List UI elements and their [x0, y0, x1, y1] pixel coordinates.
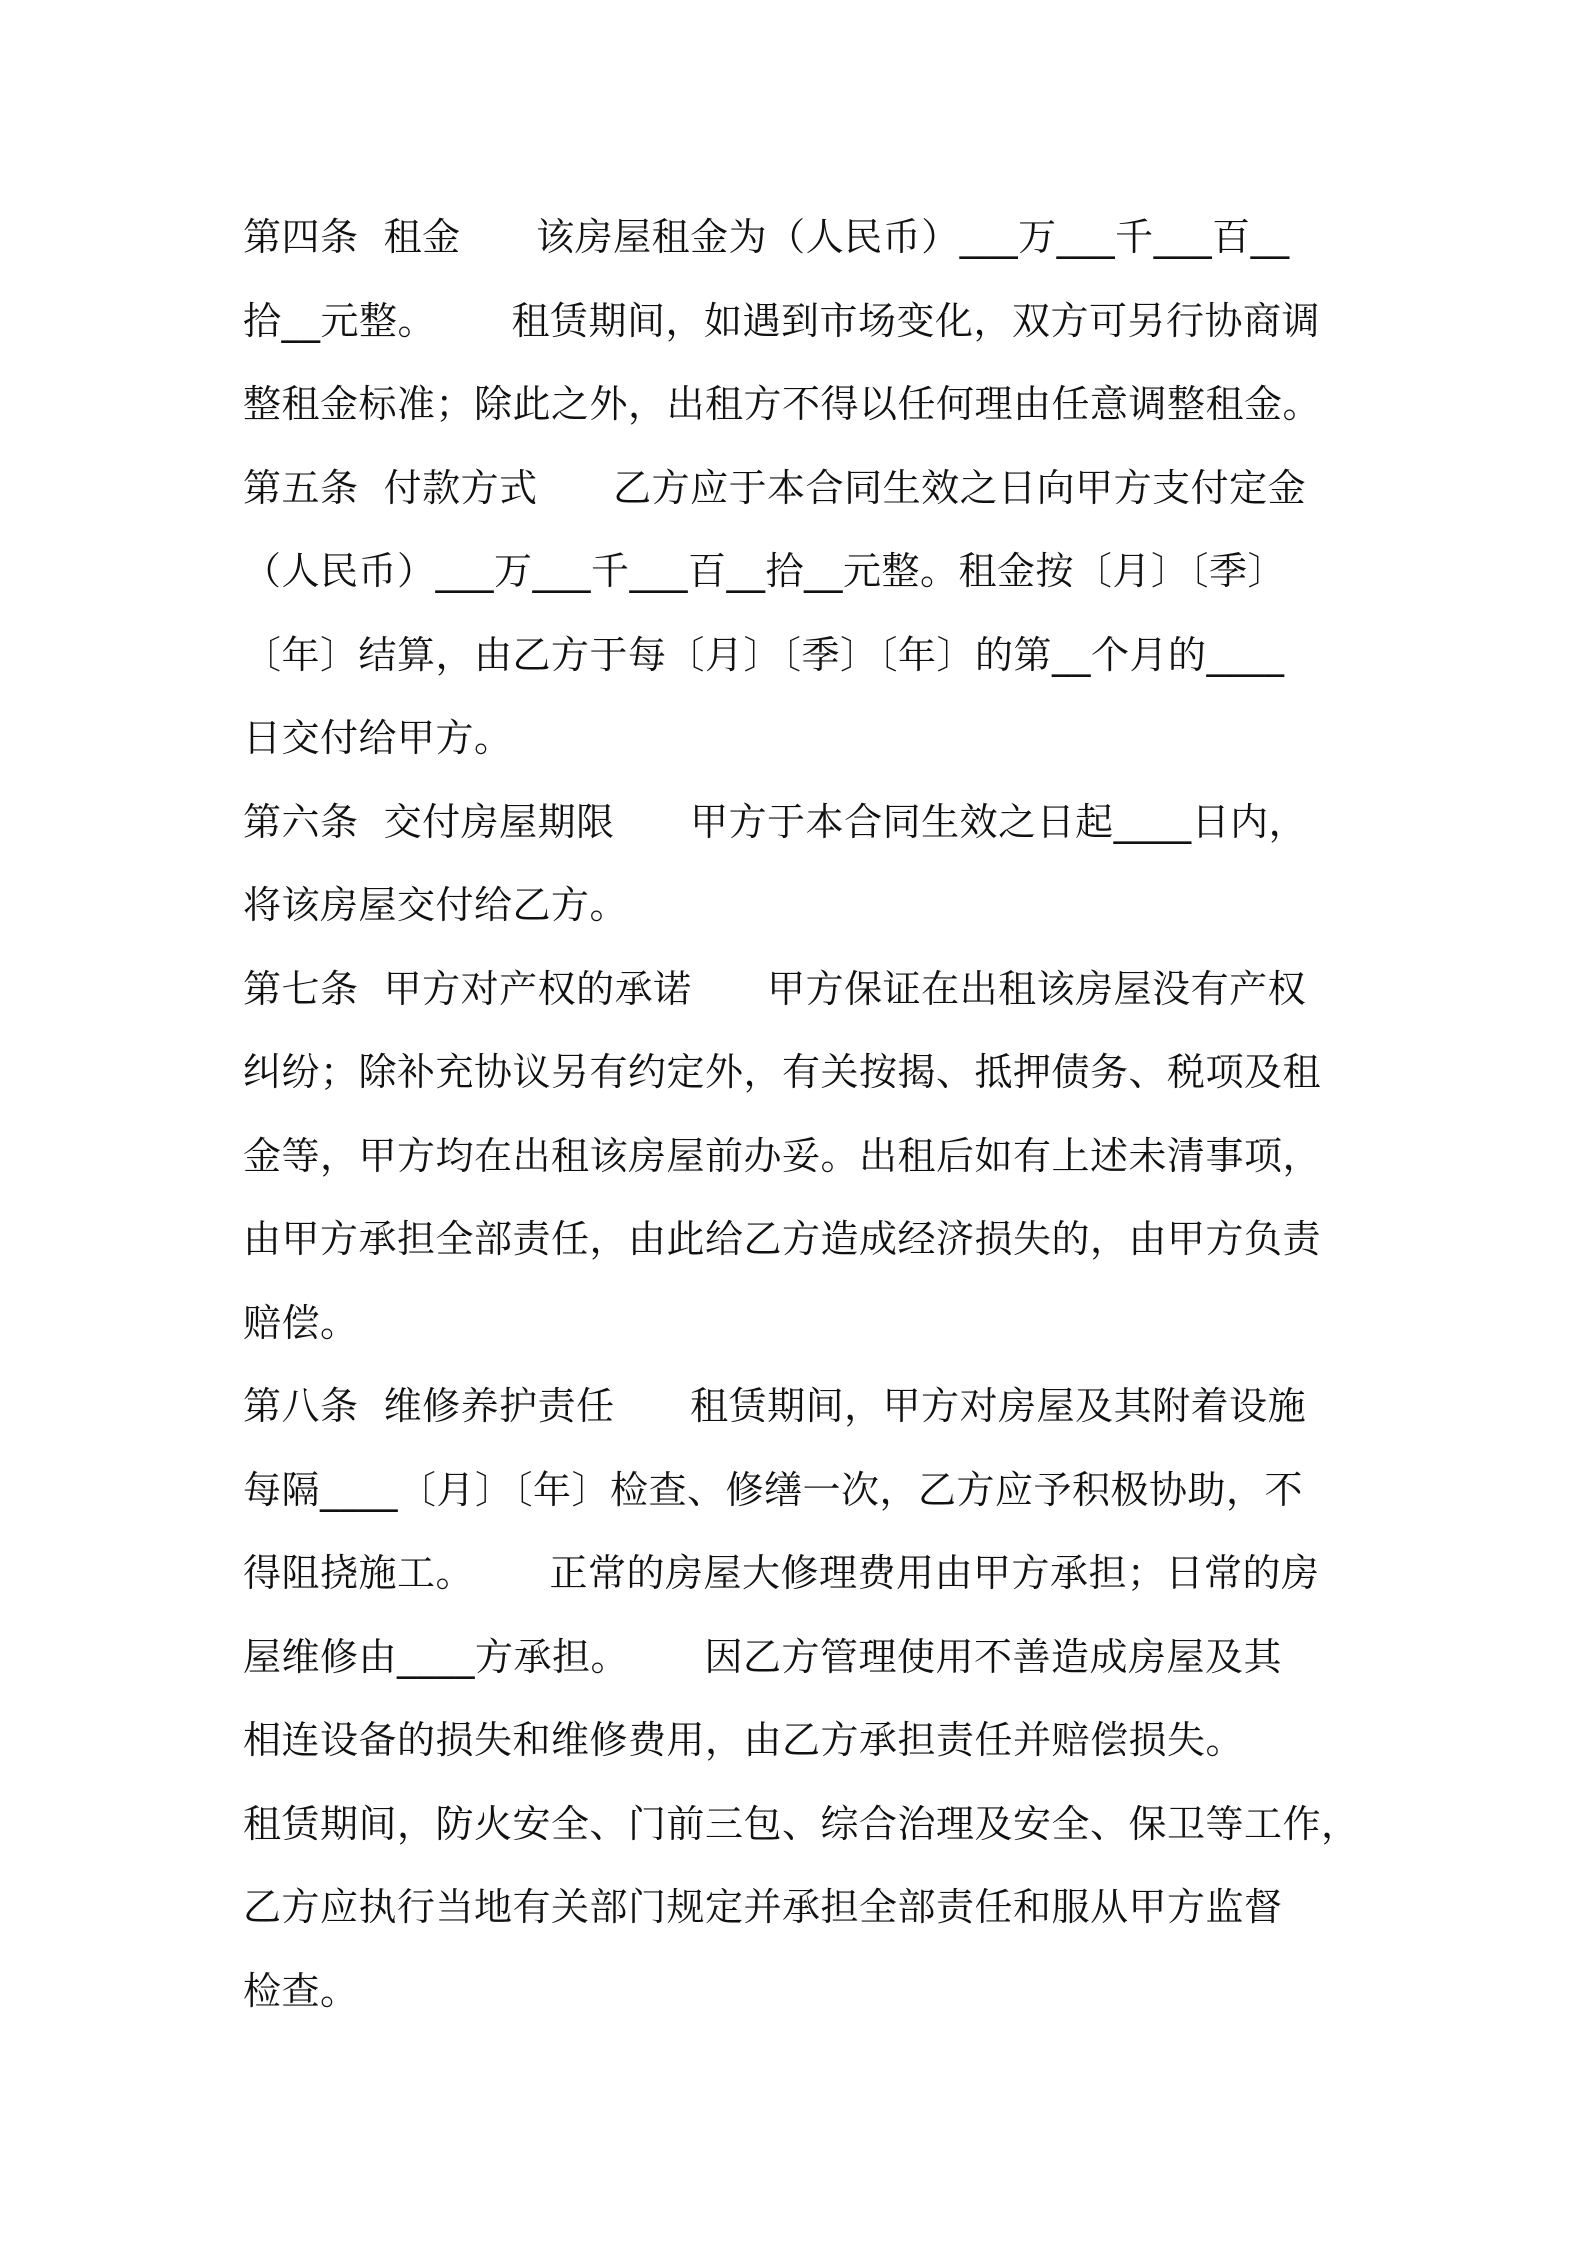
text-line: 整租金标准；除此之外，出租方不得以任何理由任意调整租金。 [243, 382, 1322, 426]
text-line: 第六条 交付房屋期限 甲方于本合同生效之日起____日内， [243, 799, 1308, 844]
text-line: 检查。 [243, 1968, 359, 2013]
contract-text [243, 196, 1363, 2033]
text-line: 由甲方承担全部责任，由此给乙方造成经济损失的，由甲方负责 [243, 1217, 1322, 1261]
text-line: 相连设备的损失和维修费用，由乙方承担责任并赔偿损失。 [243, 1718, 1245, 1762]
text-line: 屋维修由____方承担。 因乙方管理使用不善造成房屋及其 [243, 1634, 1282, 1679]
text-line: 得阻挠施工。 正常的房屋大修理费用由甲方承担；日常的房 [243, 1551, 1320, 1595]
text-line: 拾__元整。 租赁期间，如遇到市场变化，双方可另行协商调 [243, 298, 1320, 343]
text-line: 赔偿。 [243, 1300, 359, 1345]
text-line: 乙方应执行当地有关部门规定并承担全部责任和服从甲方监督 [243, 1885, 1283, 1929]
text-line: 将该房屋交付给乙方。 [243, 883, 629, 927]
text-line: 第八条 维修养护责任 租赁期间，甲方对房屋及其附着设施 [243, 1384, 1307, 1428]
text-line: 第四条 租金 该房屋租金为（人民币）___万___千___百__ [243, 215, 1290, 259]
text-line: 金等，甲方均在出租该房屋前办妥。出租后如有上述未清事项， [243, 1133, 1322, 1178]
text-line: 日交付给甲方。 [243, 716, 513, 760]
text-line: 第五条 付款方式 乙方应于本合同生效之日向甲方支付定金 [243, 465, 1307, 510]
text-line: 租赁期间，防火安全、门前三包、综合治理及安全、保卫等工作， [243, 1801, 1360, 1846]
text-line: 〔年〕结算，由乙方于每〔月〕〔季〕〔年〕的第__个月的____ [243, 632, 1285, 677]
text-line: 第七条 甲方对产权的承诺 甲方保证在出租该房屋没有产权 [243, 966, 1307, 1011]
text-line: 纠纷；除补充协议另有约定外，有关按揭、抵押债务、税项及租 [243, 1050, 1322, 1094]
text-line: （人民币）___万___千___百__拾__元整。租金按〔月〕〔季〕 [243, 549, 1287, 593]
text-line: 每隔____〔月〕〔年〕检查、修缮一次，乙方应予积极协助，不 [243, 1467, 1304, 1512]
